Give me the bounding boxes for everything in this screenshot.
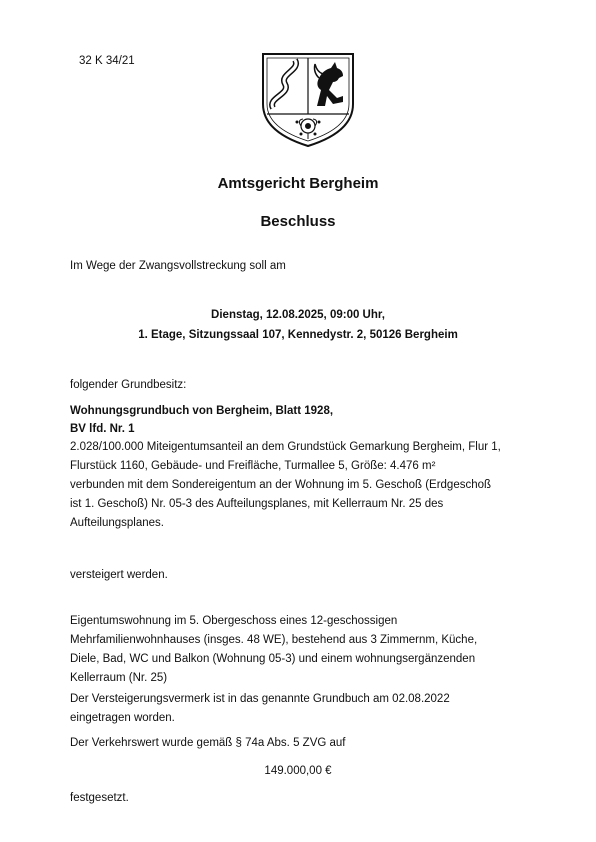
case-number: 32 K 34/21 — [79, 55, 135, 67]
register-number: BV lfd. Nr. 1 — [70, 423, 135, 435]
description-line: Flurstück 1160, Gebäude- und Freifläche, Turmallee 5, Größe: 4.476 m² — [70, 460, 436, 472]
register-title: Wohnungsgrundbuch von Bergheim, Blatt 1928, — [70, 405, 334, 417]
description-line: Aufteilungsplanes. — [70, 517, 164, 529]
auction-phrase: versteigert werden. — [70, 569, 168, 581]
description-line: 2.028/100.000 Miteigentumsanteil an dem Grundstück Gemarkung Bergheim, Flur 1, — [70, 441, 501, 453]
location-line: 1. Etage, Sitzungssaal 107, Kennedystr. 2, 50126 Bergheim — [138, 329, 458, 341]
description-line: ist 1. Geschoß) Nr. 05-3 des Aufteilungsplanes, mit Kellerraum Nr. 25 des — [70, 498, 444, 510]
property-label: folgender Grundbesitz: — [70, 379, 187, 391]
court-name: Amtsgericht Bergheim — [217, 175, 379, 192]
description-line: verbunden mit dem Sondereigentum an der Wohnung im 5. Geschoß (Erdgeschoß — [70, 479, 492, 491]
registration-line: eingetragen worden. — [70, 712, 175, 724]
value-amount: 149.000,00 € — [264, 765, 332, 777]
apartment-line: Mehrfamilienwohnhauses (insges. 48 WE), bestehend aus 3 Zimmernm, Küche, — [70, 634, 478, 646]
intro-text: Im Wege der Zwangsvollstreckung soll am — [70, 260, 286, 272]
apartment-line: Eigentumswohnung im 5. Obergeschoss eines 12-geschossigen — [70, 615, 398, 627]
closing-text: festgesetzt. — [70, 792, 129, 804]
document-type: Beschluss — [260, 213, 336, 230]
date-line: Dienstag, 12.08.2025, 09:00 Uhr, — [211, 309, 385, 321]
coat-of-arms-icon — [257, 46, 359, 150]
registration-line: Der Versteigerungsvermerk ist in das genannte Grundbuch am 02.08.2022 — [70, 693, 450, 705]
value-intro: Der Verkehrswert wurde gemäß § 74a Abs. 5 ZVG auf — [70, 737, 346, 749]
apartment-line: Diele, Bad, WC und Balkon (Wohnung 05-3) und einem wohnungsergänzenden — [70, 653, 476, 665]
apartment-line: Kellerraum (Nr. 25) — [70, 672, 168, 684]
